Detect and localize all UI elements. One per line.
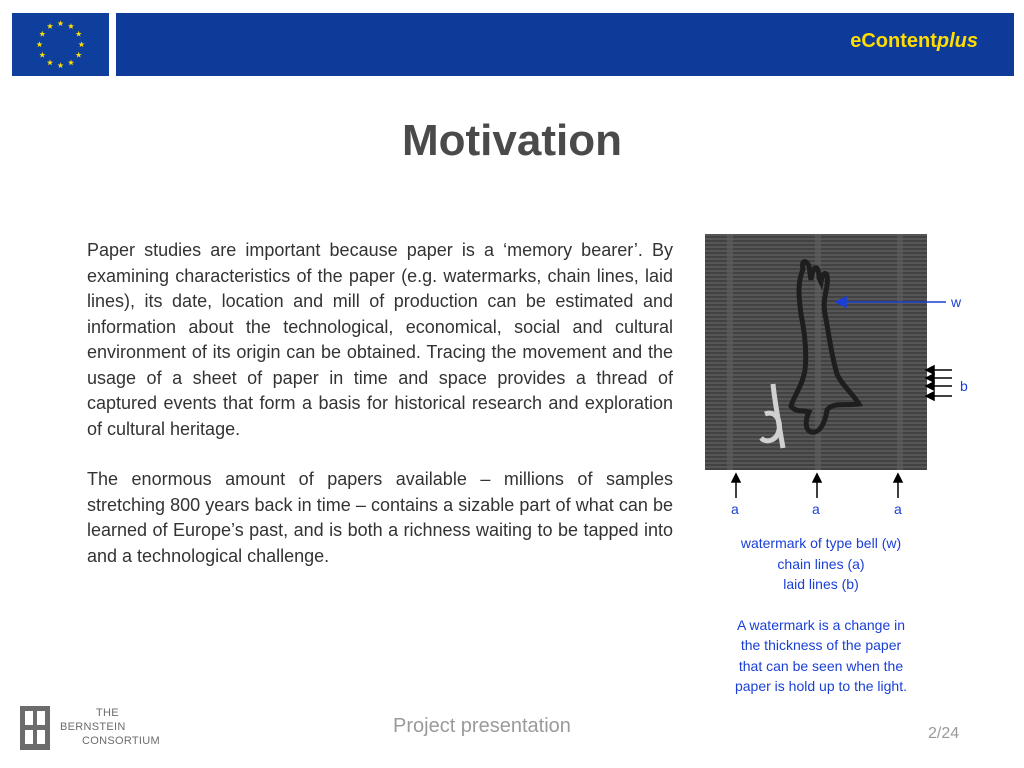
annotation-arrows xyxy=(700,290,960,510)
label-a-2: a xyxy=(812,501,820,517)
note-line: that can be seen when the xyxy=(738,657,904,674)
star-icon xyxy=(39,52,45,58)
slide-body xyxy=(87,238,673,594)
footer-project-label: Project presentation xyxy=(393,715,571,737)
page-number: 2/24 xyxy=(928,725,960,742)
bernstein-logo-icon xyxy=(20,706,50,750)
note-line: the thickness of the paper xyxy=(740,637,902,653)
star-icon xyxy=(36,41,42,47)
label-a-3: a xyxy=(894,501,902,517)
star-icon xyxy=(76,31,82,37)
paragraph-1: Paper studies are important because paper is a ‘memory bearer’. By examining characteristics of the paper (e.g. watermarks, chain lines, laid lines), its date, location and mill of production can be estimated and information about the technological, economical, social and cultural environment of its origin can be obtained. Tracing the movement and the usage of a sheet of paper in time and space provides a thread of captured events that form a basis for historical research and exploration of cultural heritage. xyxy=(87,240,673,439)
star-icon xyxy=(57,62,63,68)
figure-caption xyxy=(708,533,934,697)
label-b: b xyxy=(960,378,968,394)
star-icon xyxy=(68,59,74,65)
note-line: paper is hold up to the light. xyxy=(734,678,907,694)
star-icon xyxy=(47,59,53,65)
consortium-name xyxy=(60,706,160,748)
star-icon xyxy=(68,23,74,29)
slide-title: Motivation xyxy=(402,116,622,165)
econtentplus-brand xyxy=(850,30,978,53)
brand-italic: plus xyxy=(936,30,978,52)
logo-line: BERNSTEIN xyxy=(60,721,126,733)
star-icon xyxy=(39,31,45,37)
caption-line: chain lines (a) xyxy=(777,555,865,572)
brand-main: eContent xyxy=(850,30,937,52)
logo-line: THE xyxy=(96,707,119,719)
star-icon xyxy=(47,23,53,29)
caption-line: laid lines (b) xyxy=(783,576,859,592)
label-w: w xyxy=(951,294,962,310)
label-a-1: a xyxy=(731,501,739,517)
star-icon xyxy=(57,20,63,26)
eu-stars-icon xyxy=(12,13,109,76)
star-icon xyxy=(76,52,82,58)
star-icon xyxy=(78,41,84,47)
note-line: A watermark is a change in xyxy=(736,616,906,633)
eu-flag-logo xyxy=(12,13,109,76)
paragraph-2: The enormous amount of papers available – millions of samples stretching 800 years back in time – contains a sizable part of what can be learned of Europe’s past, and is both a richness waiting to be tapped into and a technological challenge. xyxy=(87,469,673,566)
caption-line: watermark of type bell (w) xyxy=(740,535,902,551)
logo-line: CONSORTIUM xyxy=(82,735,160,747)
